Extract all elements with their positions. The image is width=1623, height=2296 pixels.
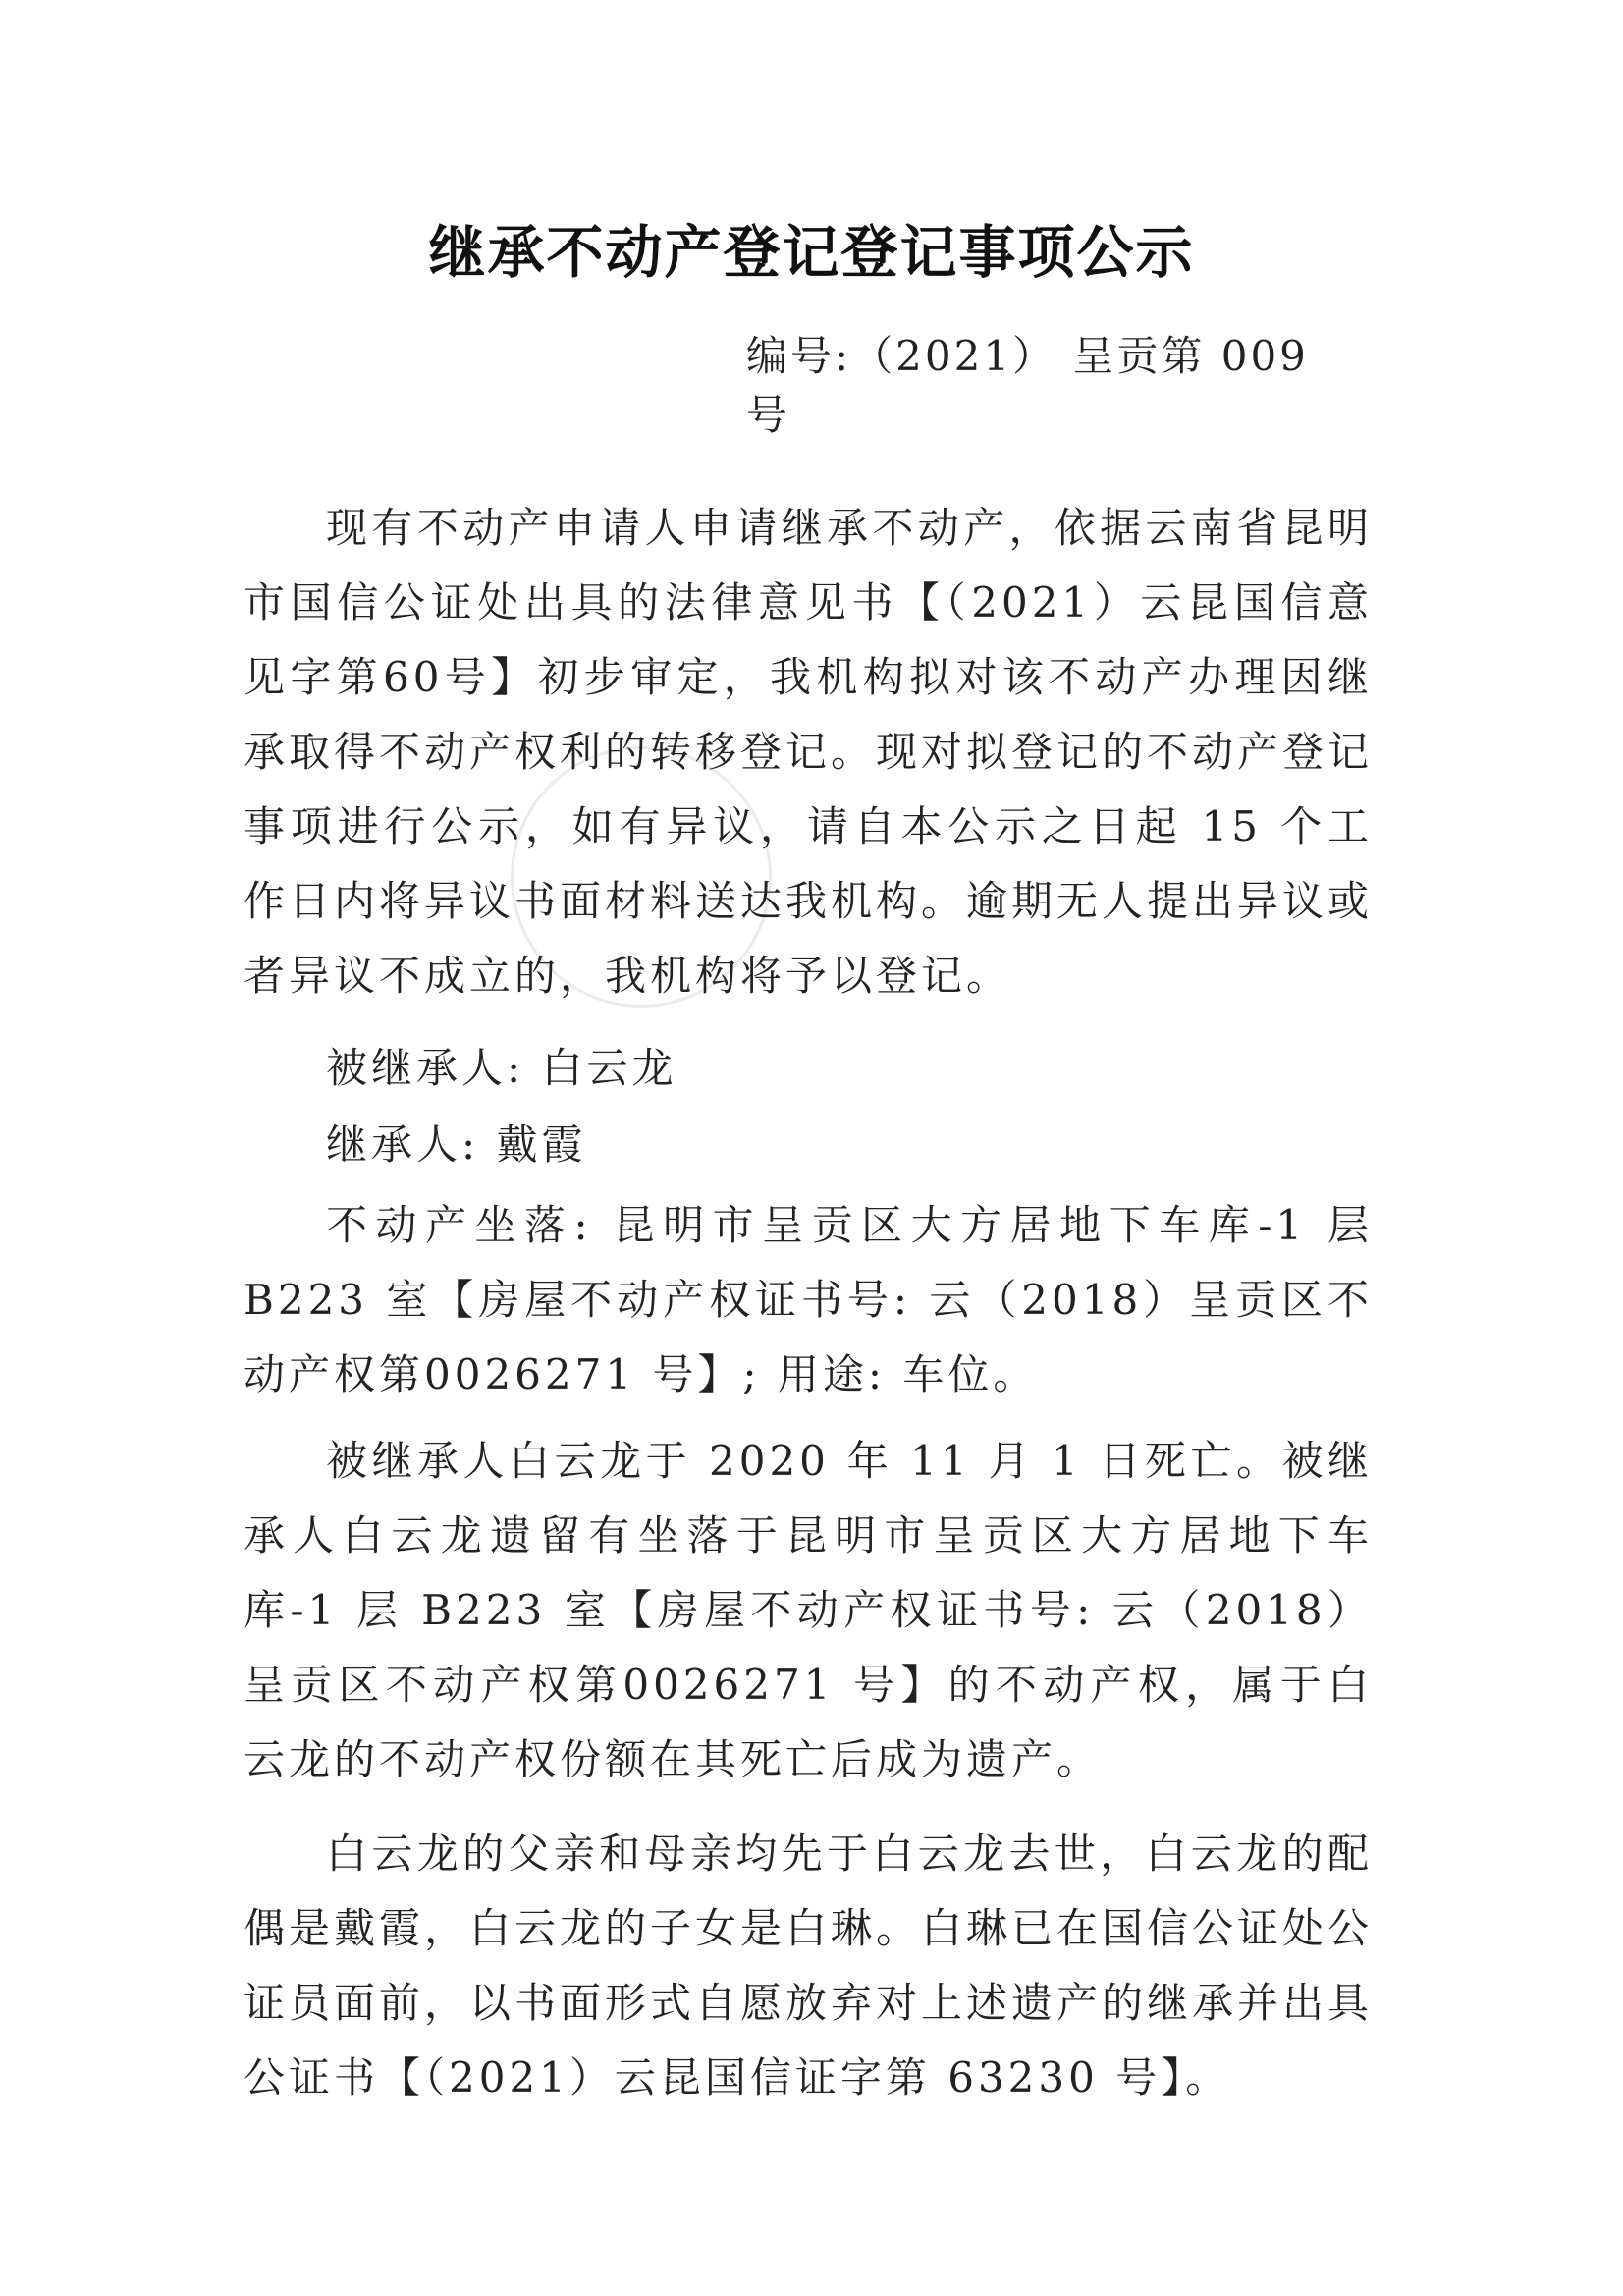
paragraph-decedent: 被继承人: 白云龙 [326, 1044, 677, 1092]
paragraph-property-location: 不动产坐落: 昆明市呈贡区大方居地下车库-1 层 B223 室【房屋不动产权证书号: 云（2018）呈贡区不动产权第0026271 号】; 用途: 车位。 [243, 1201, 1373, 1398]
paragraph-family-relations: 白云龙的父亲和母亲均先于白云龙去世，白云龙的配偶是戴霞，白云龙的子女是白琳。白琳已在国信公证处公证员面前，以书面形式自愿放弃对上述遗产的继承并出具公证书【（2021）云昆国信证字第 63230 号】。 [243, 1830, 1374, 2102]
paragraph-heir: 继承人: 戴霞 [326, 1121, 587, 1169]
paragraph-inheritance-facts: 被继承人白云龙于 2020 年 11 月 1 日死亡。被继承人白云龙遗留有坐落于昆明市呈贡区大方居地下车库-1 层 B223 室【房屋不动产权证书号: 云（2018）呈贡区不动产权第0026271 号】的不动产权，属于白云龙的不动产权份额在其死亡后成为遗产。 [243, 1437, 1373, 1783]
paragraph-notice: 现有不动产申请人申请继承不动产，依据云南省昆明市国信公证处出具的法律意见书【（2021）云昆国信意见字第60号】初步审定，我机构拟对该不动产办理因继承取得不动产权利的转移登记。现对拟登记的不动产登记事项进行公示，如有异议，请自本公示之日起 15 个工作日内将异议书面材料送达我机构。逾期无人提出异议或者异议不成立的，我机构将予以登记。 [243, 504, 1374, 1000]
document-number: 编号:（2021） 呈贡第 009 号 [746, 332, 1309, 439]
document-title: 继承不动产登记登记事项公示 [428, 219, 1195, 286]
